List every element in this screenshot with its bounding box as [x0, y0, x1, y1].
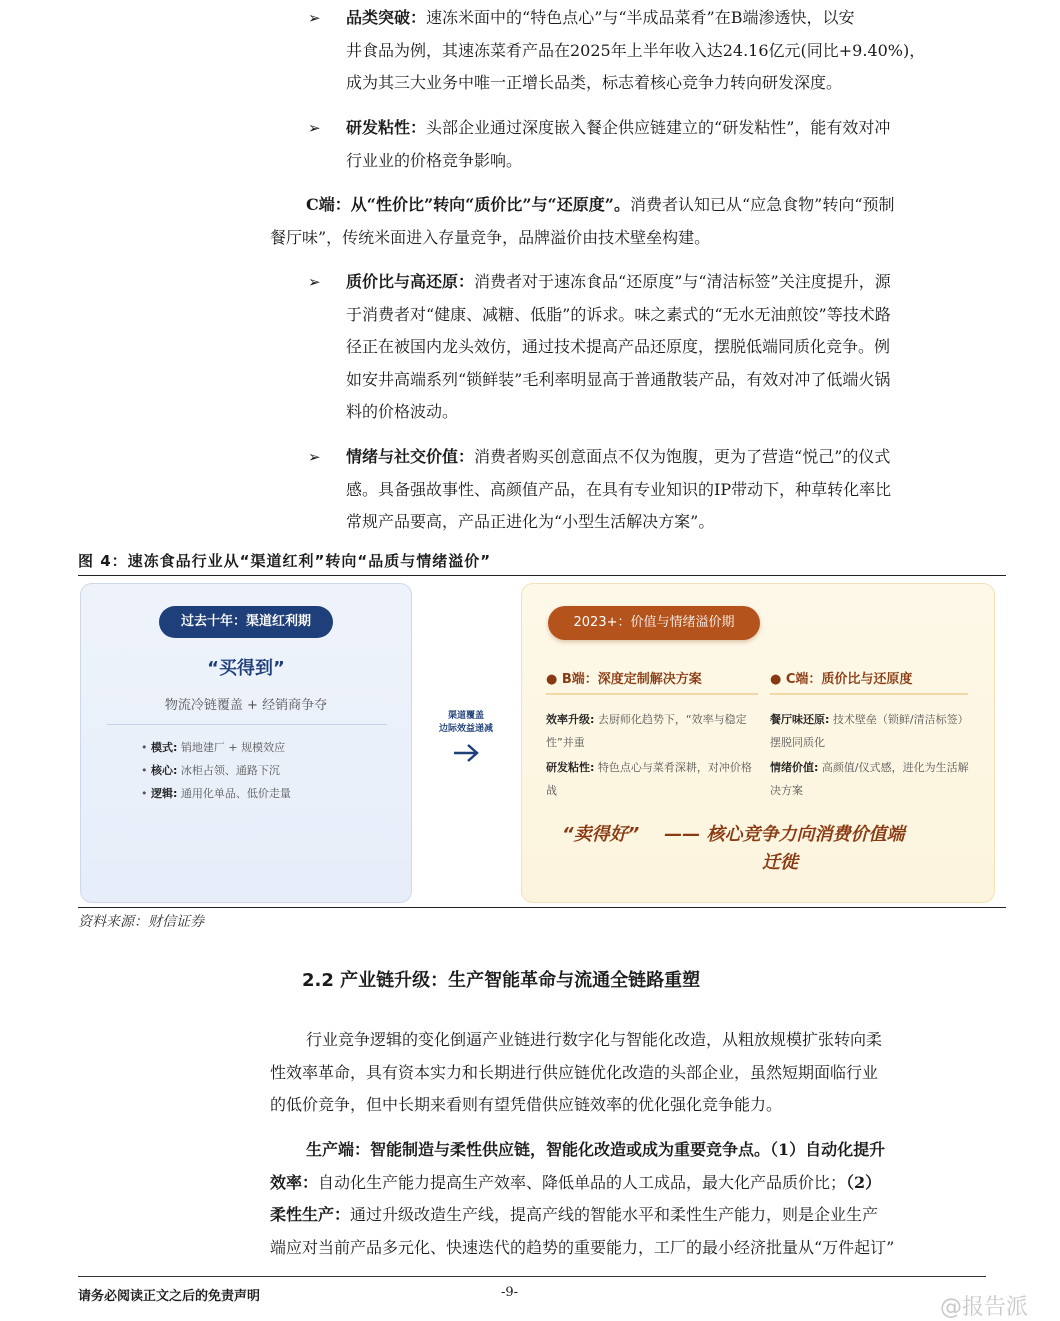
- col-b-item: 效率升级: 去厨师化趋势下，“效率与稳定性”并重: [546, 713, 747, 749]
- figure-title: 图 4：速冻食品行业从“渠道红利”转向“品质与情绪溢价”: [78, 552, 492, 570]
- col-b-item: 研发粘性: 特色点心与菜肴深耕，对冲价格战: [546, 761, 752, 797]
- bullet-title: 质价比与高还原：: [346, 272, 475, 291]
- c-end-paragraph: C端：从“性价比”转向“质价比”与“还原度”。消费者认知已从“应急食物”转向“预制 餐厅味”，传统米面进入存量竞争，品牌溢价由技术壁垒构建。: [270, 195, 895, 247]
- bullet-title: 研发粘性：: [346, 118, 427, 137]
- transition-label: 渠道覆盖 边际效益递减: [438, 711, 493, 734]
- bullet-title: 情绪与社交价值：: [346, 447, 475, 466]
- left-item-list: [141, 736, 401, 805]
- figure-bottom-rule: [78, 907, 1006, 908]
- col-b-title: ● B端：深度定制解决方案: [546, 668, 758, 695]
- section-paragraph-2: 生产端：智能制造与柔性供应链，智能化改造或成为重要竞争点。（1）自动化提升 效率：自动化生产能力提高生产效率、降低单品的人工成品，最大化产品质价比；（2） 柔性生产：通过升级改造生产线，提高产线的智能水平和柔性生产能力，则是企业生产 端应对当前产品多元化、快速迭代的趋势的重要能力，工厂的最小经济批量从“万件起订”: [270, 1140, 895, 1257]
- figure-top-rule: [78, 575, 1006, 576]
- headline-buyable: “买得到”: [207, 658, 285, 679]
- col-c-item: 餐厅味还原: 技术壁垒（锁鲜/清洁标签）摆脱同质化: [770, 713, 969, 749]
- figure-source: 资料来源：财信证券: [78, 914, 204, 930]
- footer-rule: [78, 1276, 986, 1277]
- list-item: • 核心: 冰柜占领、通路下沉: [141, 764, 280, 777]
- right-arrow-icon: [452, 742, 480, 768]
- arrow-bullet-icon: ➢: [308, 119, 321, 137]
- col-c-item: 情绪价值: 高颜值/仪式感，进化为生活解决方案: [770, 761, 969, 797]
- panel-value-era: [521, 583, 995, 903]
- footer-disclaimer: 请务必阅读正文之后的免责声明: [78, 1289, 261, 1304]
- arrow-bullet-icon: ➢: [308, 273, 321, 291]
- slogan-sell-well: “卖得好” —— 核心竞争力向消费价值端 迁徙: [562, 824, 905, 873]
- list-item: • 模式: 销地建厂 + 规模效应: [141, 741, 286, 754]
- era-pill-past: 过去十年：渠道红利期: [159, 606, 333, 638]
- watermark: @报告派: [940, 1295, 1029, 1320]
- arrow-bullet-icon: ➢: [308, 9, 321, 27]
- left-subtitle: 物流冷链覆盖 + 经销商争夺: [164, 698, 328, 713]
- era-pill-present: 2023+：价值与情绪溢价期: [548, 606, 760, 640]
- page-number: -9-: [501, 1285, 519, 1300]
- list-item: • 逻辑: 通用化单品、低价走量: [141, 787, 291, 800]
- section-paragraph-1: 行业竞争逻辑的变化倒逼产业链进行数字化与智能化改造，从粗放规模扩张转向柔 性效率革命，具有资本实力和长期进行供应链优化改造的头部企业，虽然短期面临行业 的低价竞争，但中长期来看则有望凭借供应链效率的优化强化竞争能力。: [270, 1030, 883, 1114]
- section-title: 2.2 产业链升级：生产智能革命与流通全链路重塑: [302, 970, 701, 991]
- arrow-bullet-icon: ➢: [308, 448, 321, 466]
- panel-past-decade: [80, 583, 412, 903]
- bullet-title: 品类突破：: [346, 8, 427, 27]
- col-c-title: ● C端：质价比与还原度: [770, 668, 968, 695]
- divider: [107, 724, 387, 725]
